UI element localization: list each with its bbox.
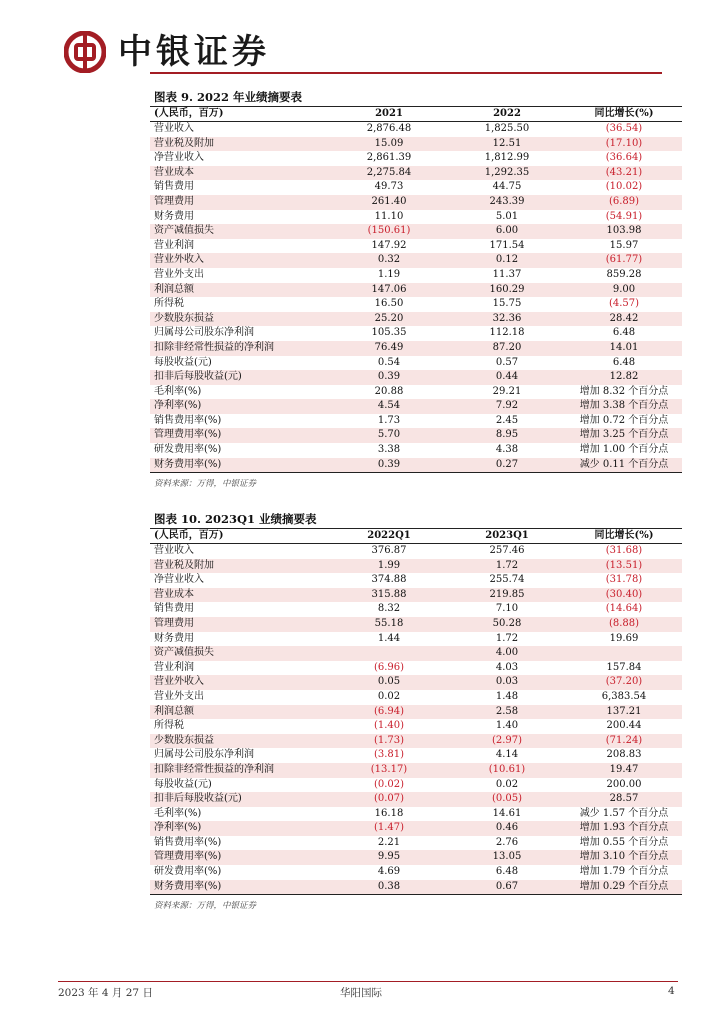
cell-value: 1.19 — [377, 268, 401, 280]
table-row — [150, 370, 682, 385]
cell-value: 147.92 — [371, 239, 407, 251]
row-label: 扣除非经常性损益的净利润 — [150, 763, 330, 778]
table-row — [150, 559, 682, 574]
cell-value: 137.21 — [566, 705, 682, 720]
row-label: 管理费用率(%) — [150, 428, 330, 443]
cell-value: 12.82 — [566, 370, 682, 385]
cell-value: (13.51) — [566, 559, 682, 574]
cell-value: 0.39 — [330, 458, 448, 473]
row-label: 财务费用 — [154, 210, 194, 222]
row-label: 管理费用率(%) — [150, 850, 330, 865]
table-row — [150, 573, 682, 588]
cell-value — [566, 646, 682, 661]
row-label: 营业收入 — [154, 545, 194, 556]
cell-value: (17.10) — [566, 137, 682, 152]
table-row — [150, 195, 682, 210]
cell-value: (6.89) — [566, 195, 682, 210]
cell-value: 11.10 — [374, 210, 404, 222]
table-row — [150, 661, 682, 676]
table-row — [150, 763, 682, 778]
cell-value: (10.61) — [448, 763, 566, 778]
table-row — [150, 268, 682, 283]
row-label: 营业成本 — [150, 588, 330, 603]
cell-value: (36.54) — [605, 123, 643, 134]
table-row — [150, 705, 682, 720]
row-label: 每股收益(元) — [154, 356, 212, 368]
cell-value: 0.03 — [448, 675, 566, 690]
row-label: 营业利润 — [154, 661, 194, 673]
table-section-2022 — [150, 89, 682, 489]
cell-value: (14.64) — [605, 603, 643, 615]
row-label: 扣除非经常性损益的净利润 — [150, 341, 330, 356]
table-row — [150, 122, 682, 137]
cell-value: 376.87 — [371, 545, 407, 556]
cell-value: 50.28 — [448, 617, 566, 632]
table-row — [150, 880, 682, 895]
row-label: 营业外支出 — [154, 268, 204, 280]
footer-date: 2023 年 4 月 27 日 — [58, 987, 153, 999]
column-header: (人民币，百万) — [150, 529, 330, 544]
cell-value: (13.17) — [330, 763, 448, 778]
row-label: 销售费用率(%) — [154, 836, 222, 848]
table-row — [150, 151, 682, 166]
cell-value: (1.73) — [330, 734, 448, 749]
cell-value: 32.36 — [448, 312, 566, 327]
column-header: 同比增长(%) — [566, 107, 682, 122]
cell-value: 2.45 — [495, 414, 519, 426]
table-row — [150, 297, 682, 312]
cell-value: 增加 3.10 个百分点 — [566, 850, 682, 865]
row-label: 毛利率(%) — [154, 807, 202, 819]
cell-value: 4.03 — [495, 661, 519, 673]
row-label: 研发费用率(%) — [154, 444, 222, 456]
cell-value: (0.07) — [330, 792, 448, 807]
cell-value: 1.99 — [330, 559, 448, 574]
cell-value: 2.58 — [448, 705, 566, 720]
cell-value: 0.38 — [330, 880, 448, 895]
cell-value: 171.54 — [489, 239, 525, 251]
cell-value: 44.75 — [492, 181, 522, 193]
cell-value: 13.05 — [448, 850, 566, 865]
table-row — [150, 617, 682, 632]
row-label: 营业利润 — [154, 239, 194, 251]
cell-value: 374.88 — [371, 574, 407, 586]
table-row — [150, 675, 682, 690]
cell-value: 0.44 — [448, 370, 566, 385]
cell-value: 2,275.84 — [330, 166, 448, 181]
cell-value: 112.18 — [489, 327, 525, 339]
row-label: 营业外收入 — [150, 675, 330, 690]
cell-value: 105.35 — [371, 327, 407, 339]
row-label: 营业外支出 — [154, 690, 204, 702]
cell-value: 14.61 — [492, 807, 522, 819]
cell-value: 200.44 — [606, 720, 642, 732]
table-row — [150, 850, 682, 865]
cell-value: 6,383.54 — [601, 690, 647, 702]
row-label: 净利率(%) — [150, 399, 330, 414]
row-label: 资产减值损失 — [150, 646, 330, 661]
row-label: 每股收益(元) — [154, 778, 212, 790]
cell-value: 160.29 — [448, 283, 566, 298]
cell-value: (150.61) — [330, 224, 448, 239]
cell-value: 219.85 — [448, 588, 566, 603]
cell-value: 9.95 — [330, 850, 448, 865]
cell-value: 1.72 — [448, 559, 566, 574]
cell-value: 29.21 — [492, 385, 522, 397]
cell-value: 5.70 — [330, 428, 448, 443]
cell-value: 6.48 — [612, 327, 636, 339]
cell-value: 4.00 — [448, 646, 566, 661]
cell-value: 7.10 — [495, 603, 519, 615]
source-note: 资料来源：万得，中银证券 — [154, 479, 257, 490]
cell-value: 157.84 — [606, 661, 642, 673]
table-title: 图表 10. 2023Q1 业绩摘要表 — [150, 511, 682, 529]
cell-value: 6.48 — [495, 866, 519, 878]
cell-value: 8.95 — [448, 428, 566, 443]
cell-value: (1.40) — [373, 720, 405, 732]
row-label: 营业成本 — [150, 166, 330, 181]
cell-value: 11.37 — [492, 268, 522, 280]
row-label: 营业税及附加 — [150, 137, 330, 152]
cell-value: 257.46 — [489, 545, 525, 556]
cell-value: 16.50 — [374, 298, 404, 310]
cell-value: 103.98 — [566, 224, 682, 239]
cell-value: (8.88) — [566, 617, 682, 632]
cell-value: 7.92 — [448, 399, 566, 414]
table-row — [150, 646, 682, 661]
table-row — [150, 443, 682, 458]
cell-value: 0.32 — [330, 253, 448, 268]
table-row — [150, 778, 682, 793]
cell-value: 6.48 — [612, 356, 636, 368]
source-note: 资料来源：万得，中银证券 — [154, 901, 257, 912]
row-label: 所得税 — [154, 298, 184, 310]
cell-value: 859.28 — [606, 268, 642, 280]
cell-value: (31.68) — [605, 545, 643, 556]
cell-value: 76.49 — [330, 341, 448, 356]
cell-value: 28.57 — [566, 792, 682, 807]
row-label: 销售费用率(%) — [154, 414, 222, 426]
footer-rule — [58, 981, 678, 982]
cell-value: 0.39 — [330, 370, 448, 385]
row-label: 营业外收入 — [150, 253, 330, 268]
table-row — [150, 748, 682, 763]
cell-value: 1.72 — [495, 632, 519, 644]
cell-value: 增加 8.32 个百分点 — [579, 385, 669, 397]
column-header: 同比增长(%) — [566, 529, 682, 544]
cell-value: 增加 0.29 个百分点 — [566, 880, 682, 895]
row-label: 扣非后每股收益(元) — [150, 370, 330, 385]
cell-value: 减少 0.11 个百分点 — [566, 458, 682, 473]
cell-value: 147.06 — [330, 283, 448, 298]
cell-value: 208.83 — [606, 749, 642, 761]
cell-value: (1.47) — [330, 821, 448, 836]
row-label: 利润总额 — [150, 705, 330, 720]
cell-value: 6.00 — [448, 224, 566, 239]
cell-value: 3.38 — [377, 444, 401, 456]
cell-value: 16.18 — [374, 807, 404, 819]
cell-value: (37.20) — [566, 675, 682, 690]
cell-value: 2,861.39 — [366, 152, 412, 164]
table-header-row — [150, 529, 682, 544]
cell-value: (43.21) — [566, 166, 682, 181]
cell-value: 0.05 — [330, 675, 448, 690]
cell-value: 0.67 — [448, 880, 566, 895]
cell-value: 1.73 — [377, 414, 401, 426]
cell-value: 87.20 — [448, 341, 566, 356]
row-label: 销售费用 — [154, 181, 194, 193]
cell-value: (0.02) — [373, 778, 405, 790]
table-row — [150, 544, 682, 559]
cell-value: 15.09 — [330, 137, 448, 152]
table-row — [150, 865, 682, 880]
cell-value: 增加 1.00 个百分点 — [579, 444, 669, 456]
cell-value: 261.40 — [330, 195, 448, 210]
cell-value: (2.97) — [448, 734, 566, 749]
cell-value: 25.20 — [330, 312, 448, 327]
table-row — [150, 792, 682, 807]
cell-value: 1.40 — [495, 720, 519, 732]
cell-value: 0.54 — [377, 356, 401, 368]
cell-value: 5.01 — [495, 210, 519, 222]
cell-value: 0.02 — [377, 690, 401, 702]
column-header: 2022Q1 — [330, 529, 448, 544]
data-table — [150, 107, 682, 473]
cell-value: 315.88 — [330, 588, 448, 603]
table-row — [150, 821, 682, 836]
cell-value: 14.01 — [566, 341, 682, 356]
cell-value: 4.54 — [330, 399, 448, 414]
cell-value: 增加 3.25 个百分点 — [566, 428, 682, 443]
cell-value: 1.44 — [377, 632, 401, 644]
row-label: 财务费用率(%) — [150, 880, 330, 895]
boc-logo-icon — [64, 31, 106, 73]
row-label: 毛利率(%) — [154, 385, 202, 397]
table-row — [150, 602, 682, 617]
table-row — [150, 399, 682, 414]
cell-value: 4.14 — [495, 749, 519, 761]
cell-value: 增加 0.72 个百分点 — [579, 414, 669, 426]
table-row — [150, 734, 682, 749]
row-label: 营业税及附加 — [150, 559, 330, 574]
table-row — [150, 312, 682, 327]
cell-value: 0.02 — [495, 778, 519, 790]
cell-value: (71.24) — [566, 734, 682, 749]
page-number: 4 — [668, 985, 675, 997]
cell-value: 0.27 — [448, 458, 566, 473]
cell-value: 55.18 — [330, 617, 448, 632]
table-row — [150, 428, 682, 443]
cell-value: 243.39 — [448, 195, 566, 210]
table-row — [150, 356, 682, 371]
row-label: 销售费用 — [154, 603, 194, 615]
row-label: 所得税 — [154, 720, 184, 732]
column-header: (人民币，百万) — [150, 107, 330, 122]
table-row — [150, 341, 682, 356]
cell-value: 200.00 — [606, 778, 642, 790]
brand-name: 中银证券 — [118, 32, 270, 72]
cell-value: 增加 1.93 个百分点 — [566, 821, 682, 836]
cell-value: (54.91) — [605, 210, 643, 222]
cell-value: 0.46 — [448, 821, 566, 836]
table-row — [150, 458, 682, 473]
column-header: 2022 — [448, 107, 566, 122]
row-label: 净营业收入 — [154, 152, 204, 164]
table-row — [150, 210, 682, 225]
row-label: 归属母公司股东净利润 — [154, 749, 254, 761]
table-header-row — [150, 107, 682, 122]
cell-value: 减少 1.57 个百分点 — [579, 807, 669, 819]
row-label: 财务费用 — [154, 632, 194, 644]
cell-value: 0.57 — [495, 356, 519, 368]
table-section-2023q1 — [150, 511, 682, 911]
table-title: 图表 9. 2022 年业绩摘要表 — [150, 89, 682, 107]
row-label: 资产减值损失 — [150, 224, 330, 239]
cell-value — [330, 646, 448, 661]
cell-value: (36.64) — [605, 152, 643, 164]
row-label: 少数股东损益 — [150, 734, 330, 749]
table-row — [150, 180, 682, 195]
cell-value: 2.76 — [495, 836, 519, 848]
row-label: 净营业收入 — [154, 574, 204, 586]
cell-value: 8.32 — [377, 603, 401, 615]
cell-value: 1.48 — [495, 690, 519, 702]
cell-value: 19.69 — [609, 632, 639, 644]
table-row — [150, 588, 682, 603]
row-label: 管理费用 — [150, 617, 330, 632]
cell-value: 增加 1.79 个百分点 — [579, 866, 669, 878]
table-row — [150, 137, 682, 152]
report-header — [64, 28, 270, 76]
cell-value: 增加 0.55 个百分点 — [579, 836, 669, 848]
cell-value: (61.77) — [566, 253, 682, 268]
row-label: 管理费用 — [150, 195, 330, 210]
table-row — [150, 283, 682, 298]
cell-value: (6.96) — [373, 661, 405, 673]
table-row — [150, 807, 682, 822]
table-row — [150, 253, 682, 268]
table-row — [150, 326, 682, 341]
cell-value: (3.81) — [373, 749, 405, 761]
cell-value: 15.75 — [492, 298, 522, 310]
table-row — [150, 239, 682, 254]
table-row — [150, 385, 682, 400]
cell-value: 20.88 — [374, 385, 404, 397]
row-label: 利润总额 — [150, 283, 330, 298]
cell-value: (6.94) — [330, 705, 448, 720]
column-header: 2021 — [330, 107, 448, 122]
cell-value: (0.05) — [448, 792, 566, 807]
cell-value: 1,812.99 — [484, 152, 530, 164]
table-row — [150, 690, 682, 705]
data-table — [150, 529, 682, 895]
row-label: 少数股东损益 — [150, 312, 330, 327]
cell-value: 4.38 — [495, 444, 519, 456]
row-label: 净利率(%) — [150, 821, 330, 836]
cell-value: 28.42 — [566, 312, 682, 327]
row-label: 扣非后每股收益(元) — [150, 792, 330, 807]
row-label: 归属母公司股东净利润 — [154, 327, 254, 339]
table-row — [150, 166, 682, 181]
cell-value: 19.47 — [566, 763, 682, 778]
cell-value: 9.00 — [566, 283, 682, 298]
table-row — [150, 719, 682, 734]
row-label: 财务费用率(%) — [150, 458, 330, 473]
cell-value: 0.12 — [448, 253, 566, 268]
header-rule — [150, 72, 662, 74]
cell-value: 4.69 — [377, 866, 401, 878]
cell-value: 2.21 — [377, 836, 401, 848]
cell-value: 255.74 — [489, 574, 525, 586]
table-row — [150, 224, 682, 239]
cell-value: (10.02) — [605, 181, 643, 193]
cell-value: (31.78) — [605, 574, 643, 586]
row-label: 研发费用率(%) — [154, 866, 222, 878]
cell-value: (4.57) — [608, 298, 640, 310]
cell-value: 49.73 — [374, 181, 404, 193]
table-row — [150, 632, 682, 647]
cell-value: 1,825.50 — [484, 123, 530, 134]
cell-value: (30.40) — [566, 588, 682, 603]
table-row — [150, 414, 682, 429]
cell-value: 增加 3.38 个百分点 — [566, 399, 682, 414]
cell-value: 12.51 — [448, 137, 566, 152]
table-row — [150, 836, 682, 851]
cell-value: 15.97 — [609, 239, 639, 251]
row-label: 营业收入 — [154, 123, 194, 134]
cell-value: 1,292.35 — [448, 166, 566, 181]
column-header: 2023Q1 — [448, 529, 566, 544]
cell-value: 2,876.48 — [366, 123, 412, 134]
footer-company: 华阳国际 — [340, 987, 382, 999]
